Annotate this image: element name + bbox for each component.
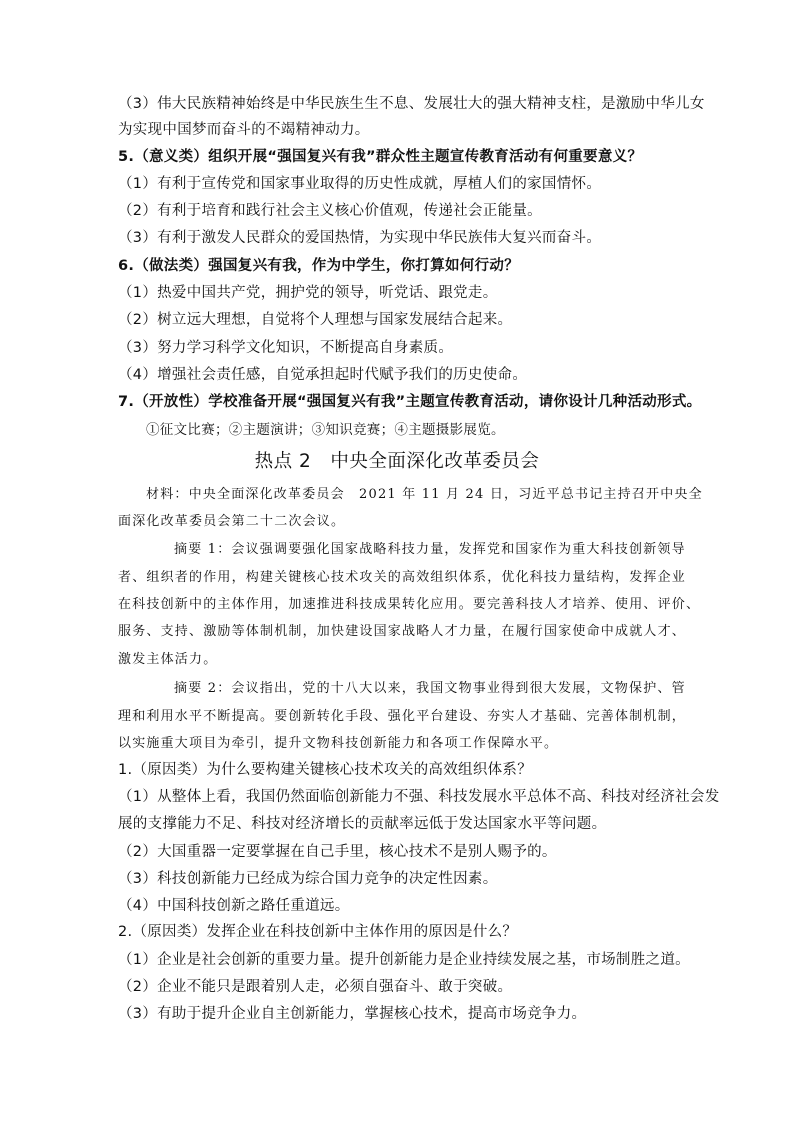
question-7: 7.（开放性）学校准备开展“强国复兴有我”主题宣传教育活动，请你设计几种活动形式。: [118, 394, 702, 410]
material-line-1: 材料：中央全面深化改革委员会 2021 年 11 月 24 日，习近平总书记主持召开中央全: [146, 487, 703, 502]
q1-answer-2: （2）大国重器一定要掌握在自己手里，核心技术不是别人赐予的。: [118, 844, 557, 860]
q5-answer-2: （2）有利于培育和践行社会主义核心价值观，传递社会正能量。: [118, 203, 542, 219]
summary-1-line-3: 在科技创新中的主体作用，加速推进科技成果转化应用。要完善科技人才培养、使用、评价、: [118, 597, 701, 612]
q1-answer-1-line-1: （1）从整体上看，我国仍然面临创新能力不强、科技发展水平总体不高、科技对经济社会发: [118, 789, 720, 805]
q2-answer-3: （3）有助于提升企业自主创新能力，掌握核心技术，提高市场竞争力。: [118, 1006, 587, 1022]
q7-answer: ①征文比赛；②主题演讲；③知识竞赛；④主题摄影展览。: [146, 422, 505, 438]
s1-item3-line1: （3）伟大民族精神始终是中华民族生生不息、发展壮大的强大精神支柱，是激励中华儿女: [118, 96, 705, 112]
q6-answer-4: （4）增强社会责任感，自觉承担起时代赋予我们的历史使命。: [118, 367, 528, 383]
summary-1-line-4: 服务、支持、激励等体制机制，加快建设国家战略人才力量，在履行国家使命中成就人才、: [118, 624, 687, 639]
q6-answer-1: （1）热爱中国共产党，拥护党的领导，听党话、跟党走。: [118, 285, 498, 301]
summary-2-line-3: 以实施重大项目为牵引，提升文物科技创新能力和各项工作保障水平。: [118, 736, 559, 751]
summary-1-line-5: 激发主体活力。: [118, 652, 218, 667]
s1-item3-line2: 为实现中国梦而奋斗的不竭精神动力。: [118, 122, 370, 138]
question-1: 1.（原因类）为什么要构建关键核心技术攻关的高效组织体系？: [118, 762, 533, 778]
q5-answer-1: （1）有利于宣传党和国家事业取得的历史性成就，厚植人们的家国情怀。: [118, 176, 602, 192]
summary-1-line-2: 者、组织者的作用，构建关键核心技术攻关的高效组织体系，优化科技力量结构，发挥企业: [118, 570, 687, 585]
q6-answer-2: （2）树立远大理想，自觉将个人理想与国家发展结合起来。: [118, 312, 513, 328]
section-title: 热点 2 中央全面深化改革委员会: [254, 451, 540, 472]
question-6: 6.（做法类）强国复兴有我，作为中学生，你打算如何行动？: [118, 258, 519, 274]
q2-answer-2: （2）企业不能只是跟着别人走，必须自强奋斗、敢于突破。: [118, 979, 513, 995]
q1-answer-3: （3）科技创新能力已经成为综合国力竞争的决定性因素。: [118, 871, 498, 887]
summary-1-line-1: 摘要 1：会议强调要强化国家战略科技力量，发挥党和国家作为重大科技创新领导: [174, 542, 686, 557]
q2-answer-1: （1）企业是社会创新的重要力量。提升创新能力是企业持续发展之基，市场制胜之道。: [118, 952, 690, 968]
question-5: 5.（意义类）组织开展“强国复兴有我”群众性主题宣传教育活动有何重要意义？: [118, 149, 643, 165]
summary-2-line-2: 理和利用水平不断提高。要创新转化手段、强化平台建设、夯实人才基础、完善体制机制，: [118, 709, 687, 724]
q1-answer-1-line-2: 展的支撑能力不足、科技对经济增长的贡献率远低于发达国家水平等问题。: [118, 816, 607, 832]
q5-answer-3: （3）有利于激发人民群众的爱国热情，为实现中华民族伟大复兴而奋斗。: [118, 230, 602, 246]
summary-2-line-1: 摘要 2：会议指出，党的十八大以来，我国文物事业得到很大发展，文物保护、管: [174, 681, 686, 696]
q6-answer-3: （3）努力学习科学文化知识，不断提高自身素质。: [118, 340, 454, 356]
question-2: 2.（原因类）发挥企业在科技创新中主体作用的原因是什么？: [118, 924, 518, 940]
q1-answer-4: （4）中国科技创新之路任重道远。: [118, 898, 350, 914]
material-line-2: 面深化改革委员会第二十二次会议。: [118, 514, 346, 529]
